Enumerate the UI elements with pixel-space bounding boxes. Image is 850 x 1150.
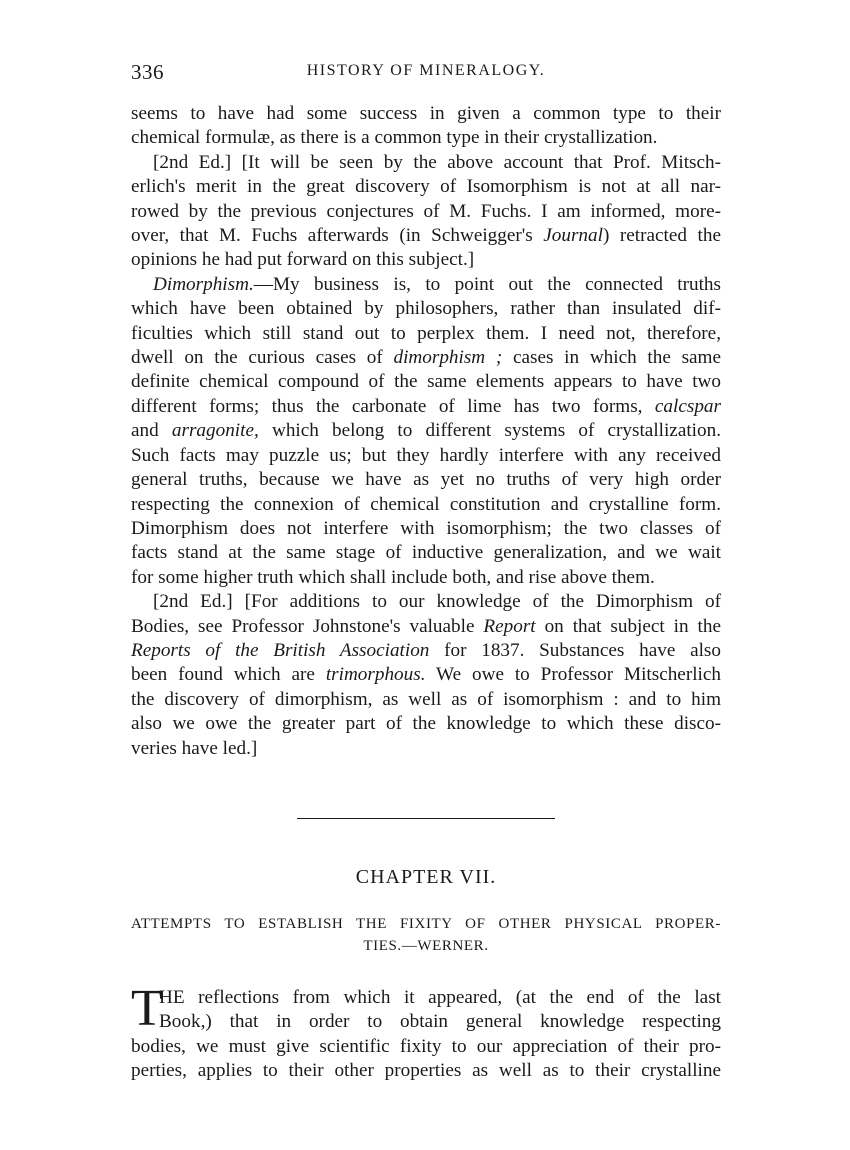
text-line: general truths, because we have as yet no truths of very high order bbox=[131, 469, 721, 491]
text-line: chemical formulæ, as there is a common type in their crystallization. bbox=[131, 127, 658, 149]
text-line: been found which are trimorphous. We owe to Professor Mitscherlich bbox=[131, 664, 721, 686]
text-line: facts stand at the same stage of inductive generalization, and we wait bbox=[131, 542, 721, 564]
text-line: Bodies, see Professor Johnstone's valuable Report on that subject in the bbox=[131, 615, 721, 637]
drop-cap: T bbox=[131, 980, 163, 1037]
text-line: HE reflections from which it appeared, (at the end of the last bbox=[159, 987, 721, 1008]
text-line: the discovery of dimorphism, as well as of isomorphism : and to him bbox=[131, 688, 721, 710]
text-line: for some higher truth which shall include both, and rise above them. bbox=[131, 566, 655, 588]
text-line: different forms; thus the carbonate of lime has two forms, calcspar bbox=[131, 395, 721, 417]
text-line: [2nd Ed.] [For additions to our knowledge of the Dimorphism of bbox=[153, 591, 721, 613]
text-line: erlich's merit in the great discovery of Isomorphism is not at all nar- bbox=[131, 176, 721, 198]
subtitle-line: ATTEMPTS TO ESTABLISH THE FIXITY OF OTHER PHYSICAL PROPER- bbox=[131, 916, 721, 932]
text-line: Such facts may puzzle us; but they hardly interfere with any received bbox=[131, 444, 721, 466]
text-line: bodies, we must give scientific fixity to our appreciation of their pro- bbox=[131, 1035, 721, 1057]
text-line: definite chemical compound of the same elements appears to have two bbox=[131, 371, 721, 393]
text-line: also we owe the greater part of the knowledge to which these disco- bbox=[131, 713, 721, 735]
text-line: over, that M. Fuchs afterwards (in Schweigger's Journal) retracted the bbox=[131, 225, 721, 247]
opening-paragraph bbox=[131, 980, 721, 1084]
text-line: and arragonite, which belong to different systems of crystallization. bbox=[131, 420, 721, 442]
text-line: rowed by the previous conjectures of M. Fuchs. I am informed, more- bbox=[131, 200, 721, 222]
text-line: perties, applies to their other properties as well as to their crystalline bbox=[131, 1060, 721, 1082]
running-title: HISTORY OF MINERALOGY. bbox=[306, 62, 546, 79]
text-line: Dimorphism.—My business is, to point out the connected truths bbox=[153, 273, 721, 295]
text-line: Dimorphism does not interfere with isomorphism; the two classes of bbox=[131, 517, 721, 539]
text-line: dwell on the curious cases of dimorphism ; cases in which the same bbox=[131, 347, 722, 369]
body-text bbox=[131, 102, 721, 761]
chapter-title: CHAPTER VII. bbox=[355, 866, 497, 888]
text-line: seems to have had some success in given a common type to their bbox=[131, 103, 721, 124]
text-line: respecting the connexion of chemical constitution and crystalline form. bbox=[131, 493, 721, 515]
section-heading-dimorphism: Dimorphism. bbox=[153, 273, 254, 295]
text-line: [2nd Ed.] [It will be seen by the above account that Prof. Mitsch- bbox=[153, 151, 721, 173]
section-divider bbox=[297, 818, 555, 819]
running-head bbox=[131, 60, 721, 88]
text-line: ficulties which still stand out to perplex them. I need not, therefore, bbox=[131, 322, 721, 344]
text-line: Reports of the British Association for 1837. Substances have also bbox=[131, 639, 721, 661]
chapter-subtitle bbox=[131, 913, 721, 957]
text-line: opinions he had put forward on this subject.] bbox=[131, 249, 475, 271]
text-line: which have been obtained by philosophers, rather than insulated dif- bbox=[131, 298, 721, 320]
page-number: 336 bbox=[131, 60, 164, 84]
subtitle-line: TIES.—WERNER. bbox=[363, 938, 489, 954]
text-line: veries have led.] bbox=[131, 737, 258, 759]
italic-journal: Journal bbox=[543, 225, 603, 247]
text-line: Book,) that in order to obtain general knowledge respecting bbox=[159, 1011, 721, 1033]
